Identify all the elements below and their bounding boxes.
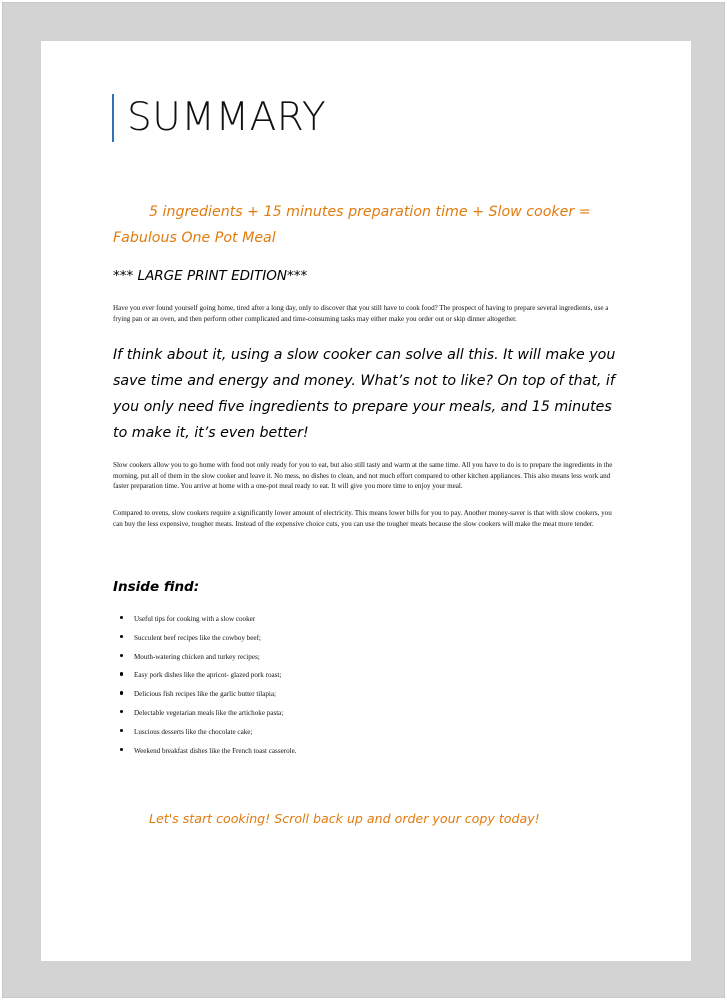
list-item <box>120 727 297 746</box>
inside-heading: Inside find: <box>113 579 200 595</box>
title-accent-bar <box>112 94 114 142</box>
list-item <box>120 746 297 765</box>
highlight-paragraph: If think about it, using a slow cooker can solve all this. It will make you save time and energy and money. What’s not to like? On top of that, if you only need five ingredients to prepare your meals, and 15 minutes to make it, it’s even better! <box>113 347 616 441</box>
bullet-icon <box>120 691 123 694</box>
list-item <box>120 633 297 652</box>
bullet-icon <box>120 748 123 751</box>
bullet-icon <box>120 729 123 732</box>
bullet-icon <box>120 635 123 638</box>
page-frame <box>2 2 725 998</box>
list-item <box>120 614 297 633</box>
list-item-text: Delicious fish recipes like the garlic butter tilapia; <box>134 690 277 699</box>
intro-paragraph: Have you ever found yourself going home, tired after a long day, only to discover that you still have to cook food? The prospect of having to prepare several ingredients, use a frying pan or an oven, and then perform other complicated and time-consuming tasks may either make you order out or skip dinner altogether. <box>113 304 609 323</box>
bullet-icon <box>120 616 123 619</box>
list-item <box>120 689 297 708</box>
document-page <box>41 41 691 961</box>
list-item-text: Luscious desserts like the chocolate cake; <box>134 727 253 736</box>
bullet-icon <box>120 672 123 675</box>
benefits-paragraph: Slow cookers allow you to go home with food not only ready for you to eat, but also still tasty and warm at the same time. All you have to do is to prepare the ingredients in the morning, put all of them in the slow cooker and leave it. No mess, no dishes to clean, and not much effort compared to other kitchen appliances. This also means less work and faster preparation time. You arrive at home with a one-pot meal ready to eat. It will give you more time to enjoy your meal. <box>113 461 613 491</box>
bullet-icon <box>120 710 123 713</box>
bullet-icon <box>120 654 123 657</box>
list-item-text: Succulent beef recipes like the cowboy beef; <box>134 633 261 642</box>
feature-list <box>120 614 297 764</box>
page-title: SUMMARY <box>127 95 327 140</box>
savings-paragraph: Compared to ovens, slow cookers require a significantly lower amount of electricity. This means lower bills for you to pay. Another money-saver is that with slow cookers, you can buy the less expensive, tougher meats. Instead of the expensive choice cuts, you can use the tougher meats because the slow cookers will make the meat more tender. <box>113 509 612 528</box>
list-item-text: Useful tips for cooking with a slow cooker <box>134 615 256 623</box>
list-item-text: Easy pork dishes like the apricot- glazed pork roast; <box>134 671 282 680</box>
list-item-text: Weekend breakfast dishes like the French toast casserole. <box>134 746 297 755</box>
list-item <box>120 670 297 689</box>
tagline: 5 ingredients + 15 minutes preparation time + Slow cooker = Fabulous One Pot Meal <box>113 204 591 246</box>
list-item-text: Mouth-watering chicken and turkey recipes; <box>134 652 260 661</box>
call-to-action: Let's start cooking! Scroll back up and order your copy today! <box>149 811 540 826</box>
list-item <box>120 652 297 671</box>
list-item <box>120 708 297 727</box>
edition-label: *** LARGE PRINT EDITION*** <box>113 268 308 284</box>
list-item-text: Delectable vegetarian meals like the artichoke pasta; <box>134 708 284 717</box>
